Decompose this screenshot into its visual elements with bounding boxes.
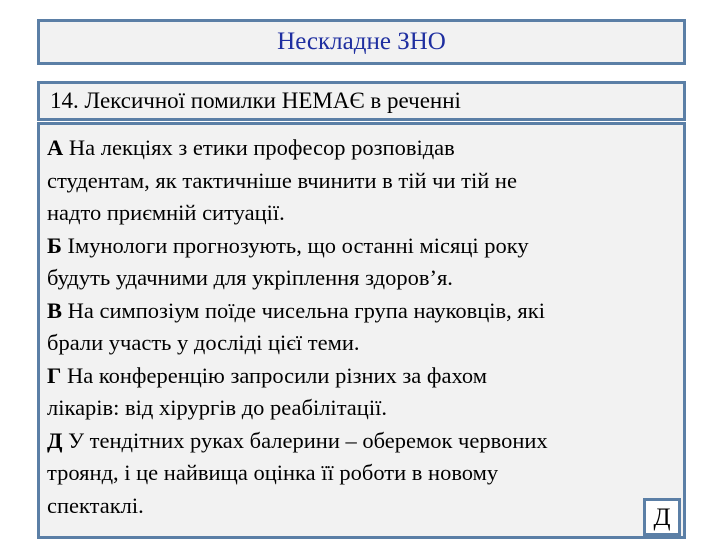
question-banner <box>37 81 686 121</box>
title-banner <box>37 19 686 65</box>
option-text: спектаклі. <box>47 492 144 518</box>
answer-button[interactable] <box>643 498 681 536</box>
option-text: студентам, як тактичніше вчинити в тій чи тій не <box>47 167 517 193</box>
option-text: На конференцію запросили різних за фахом <box>61 362 487 388</box>
option-d <box>47 425 675 523</box>
question-text: 14. Лексичної помилки НЕМАЄ в реченні <box>50 88 461 113</box>
option-text: На симпозіум поїде чисельна група науковців, які <box>62 297 545 323</box>
option-a <box>47 132 675 230</box>
option-v <box>47 295 675 360</box>
answer-label: Д <box>653 503 671 531</box>
option-letter: Б <box>47 232 62 258</box>
option-letter: В <box>47 297 63 323</box>
page-title: Нескладне ЗНО <box>277 28 446 55</box>
option-text: будуть удачними для укріплення здоров’я. <box>47 265 453 290</box>
option-text: Імунологи прогнозують, що останні місяці року <box>61 232 529 258</box>
option-letter: Г <box>47 362 62 388</box>
option-text: У тендітних руках балерини – оберемок червоних <box>62 427 548 453</box>
options-panel <box>37 122 686 539</box>
option-text: лікарів: від хірургів до реабілітації. <box>47 395 387 420</box>
option-h <box>47 360 675 425</box>
option-b <box>47 230 675 295</box>
option-text: брали участь у досліді цієї теми. <box>47 330 360 355</box>
option-letter: А <box>47 135 64 160</box>
option-text: троянд, і це найвища оцінка її роботи в новому <box>47 460 499 485</box>
option-text: надто приємній ситуації. <box>47 200 285 225</box>
option-letter: Д <box>47 427 63 453</box>
option-text: На лекціях з етики професор розповідав <box>63 135 455 160</box>
